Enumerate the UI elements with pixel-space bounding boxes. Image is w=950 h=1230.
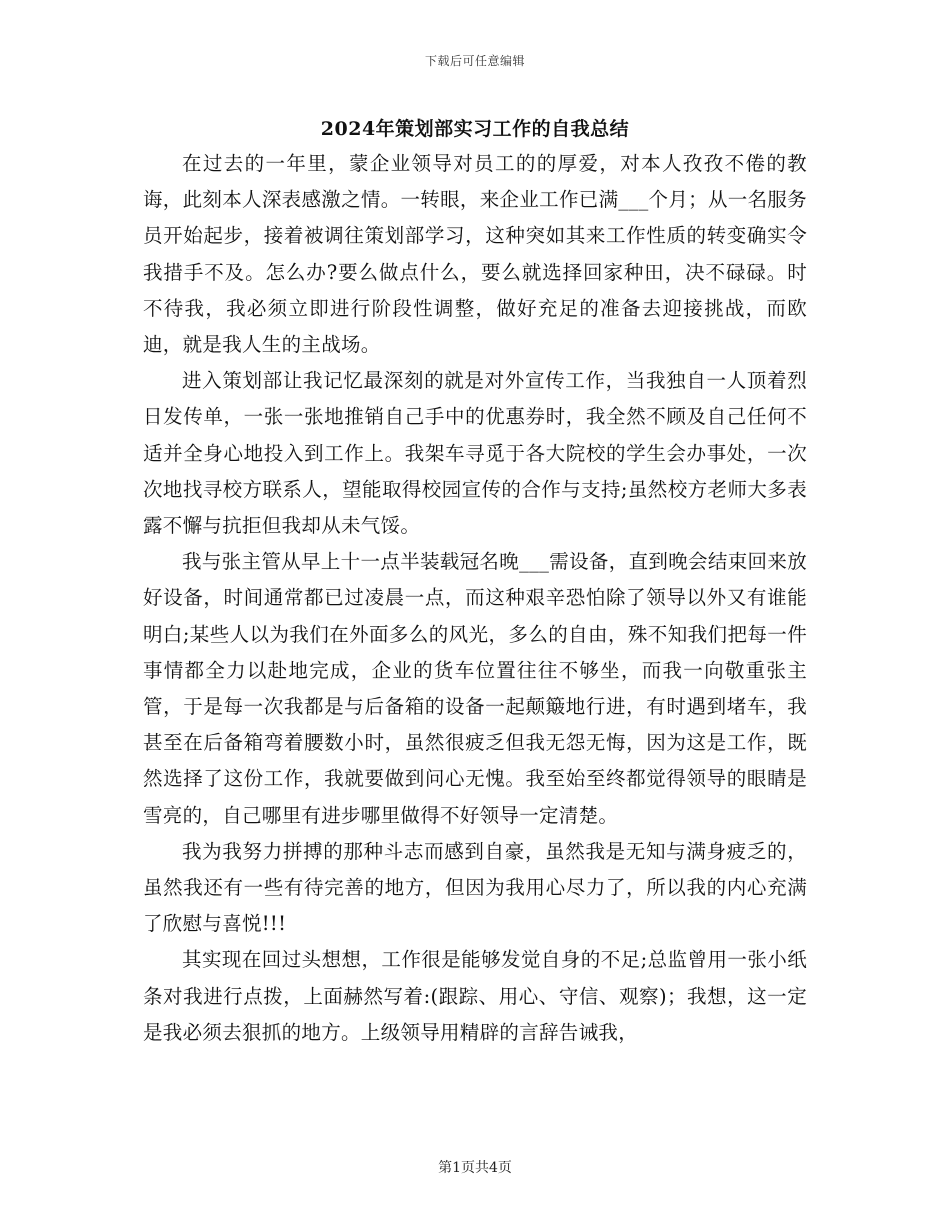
body-paragraph: 其实现在回过头想想，工作很是能够发觉自身的不足;总监曾用一张小纸条对我进行点拨，上面赫然写着:(跟踪、用心、守信、观察)；我想，这一定是我必须去狠抓的地方。上级领导用精辟的言辞告诫我， [143, 948, 807, 1044]
body-paragraph: 我与张主管从早上十一点半装载冠名晚___需设备，直到晚会结束回来放好设备，时间通常都已过凌晨一点，而这种艰辛恐怕除了领导以外又有谁能明白;某些人以为我们在外面多么的风光，多么的自由，殊不知我们把每一件事情都全力以赴地完成，企业的货车位置往往不够坐，而我一向敬重张主管，于是每一次我都是与后备箱的设备一起颠簸地行进，有时遇到堵车，我甚至在后备箱弯着腰数小时，虽然很疲乏但我无怨无悔，因为这是工作，既然选择了这份工作，我就要做到问心无愧。我至始至终都觉得领导的眼睛是雪亮的，自己哪里有进步哪里做得不好领导一定清楚。 [143, 550, 807, 827]
body-paragraph: 我为我努力拼搏的那种斗志而感到自豪，虽然我是无知与满身疲乏的，虽然我还有一些有待完善的地方，但因为我用心尽力了，所以我的内心充满了欣慰与喜悦!!! [143, 839, 807, 936]
body-paragraph: 进入策划部让我记忆最深刻的就是对外宣传工作，当我独自一人顶着烈日发传单，一张一张地推销自己手中的优惠券时，我全然不顾及自己任何不适并全身心地投入到工作上。我架车寻觅于各大院校的学生会办事处，一次次地找寻校方联系人，望能取得校园宣传的合作与支持;虽然校方老师大多表露不懈与抗拒但我却从未气馁。 [143, 369, 807, 538]
page-header-note: 下载后可任意编辑 [424, 54, 525, 68]
document-title: 2024年策划部实习工作的自我总结 [320, 118, 630, 140]
body-paragraph: 在过去的一年里，蒙企业领导对员工的的厚爱，对本人孜孜不倦的教诲，此刻本人深表感激之情。一转眼，来企业工作已满___个月；从一名服务员开始起步，接着被调往策划部学习，这种突如其来工作性质的转变确实令我措手不及。怎么办?要么做点什么，要么就选择回家种田，决不碌碌。时不待我，我必须立即进行阶段性调整，做好充足的准备去迎接挑战，而欧迪，就是我人生的主战场。 [143, 152, 807, 357]
document-body [143, 146, 807, 1051]
page-number: 第1页共4页 [438, 1160, 512, 1176]
